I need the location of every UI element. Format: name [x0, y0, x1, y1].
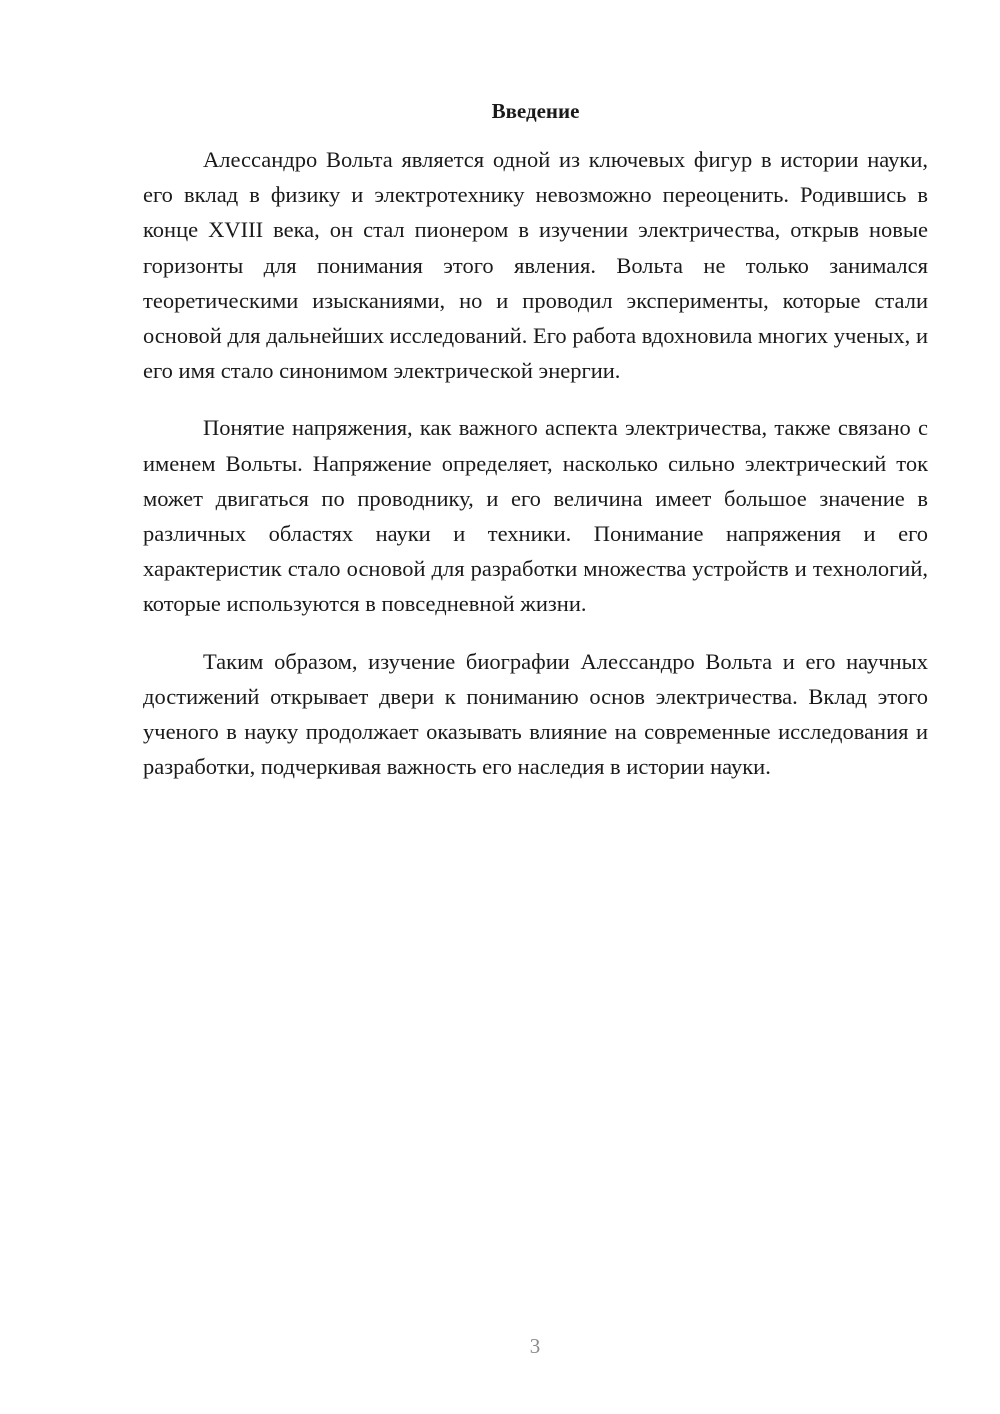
- paragraph-conclusion: Таким образом, изучение биографии Алессандро Вольта и его научных достижений открывает двери к пониманию основ электричества. Вклад этого ученого в науку продолжает оказывать влияние на современные исследования и разработки, подчеркивая важность его наследия в истории науки.: [143, 648, 928, 780]
- paragraph-intro: Алессандро Вольта является одной из ключевых фигур в истории науки, его вклад в физику и электротехнику невозможно переоценить. Родившись в конце XVIII века, он стал пионером в изучении электричества, открыв новые горизонты для понимания этого явления. Вольта не только занимался теоретическими изысканиями, но и проводил эксперименты, которые стали основой для дальнейших исследований. Его работа вдохновила многих ученых, и его имя стало синонимом электрической энергии.: [143, 147, 928, 384]
- paragraph-voltage: Понятие напряжения, как важного аспекта электричества, также связано с именем Вольты. Напряжение определяет, насколько сильно электрический ток может двигаться по проводнику, и его величина имеет большое значение в различных областях науки и техники. Понимание напряжения и его характеристик стало основой для разработки множества устройств и технологий, которые используются в повседневной жизни.: [143, 415, 928, 617]
- page-number: 3: [529, 1334, 541, 1358]
- section-heading: Введение: [491, 99, 580, 123]
- document-page: [143, 96, 928, 806]
